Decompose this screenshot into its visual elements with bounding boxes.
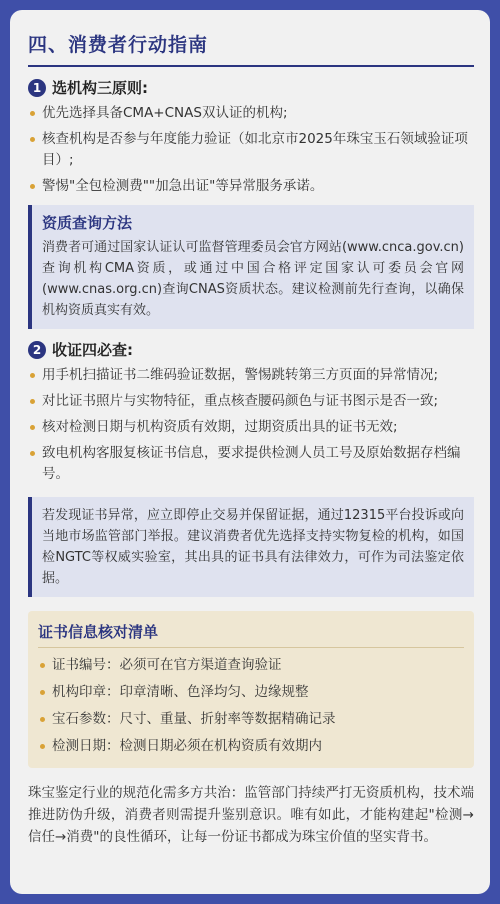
- bullet-dot-icon: [40, 690, 45, 695]
- closing-paragraph: 珠宝鉴定行业的规范化需多方共治：监管部门持续严打无资质机构，技术端推进防伪升级，消费者则需提升鉴别意识。唯有如此，才能构建起"检测→信任→消费"的良性循环，让每一份证书都成为珠宝价值的坚实背书。: [28, 785, 474, 845]
- content-card: [10, 10, 490, 894]
- qualification-title: 资质查询方法: [42, 214, 133, 232]
- step2-heading: [28, 339, 474, 360]
- qualification-text: 消费者可通过国家认证认可监督管理委员会官方网站(www.cnca.gov.cn)查询机构CMA资质，或通过中国合格评定国家认可委员会官网(www.cnas.org.cn)查询CNAS资质状态。建议检测前先行查询，以确保机构资质真实有效。: [42, 240, 464, 318]
- bullet-dot-icon: [40, 663, 45, 668]
- section-title: 四、消费者行动指南: [28, 30, 474, 67]
- list-item: 证书编号：必须可在官方渠道查询验证: [38, 654, 464, 677]
- step1-title: 选机构三原则:: [52, 79, 148, 97]
- checklist-title: 证书信息核对清单: [38, 621, 464, 648]
- bullet-dot-icon: [40, 744, 45, 749]
- list-item: 用手机扫描证书二维码验证数据，警惕跳转第三方页面的异常情况;: [28, 365, 474, 386]
- qualification-query-box: [28, 205, 474, 329]
- bullet-dot-icon: [30, 425, 35, 430]
- list-item: 致电机构客服复核证书信息，要求提供检测人员工号及原始数据存档编号。: [28, 443, 474, 485]
- list-item: 宝石参数：尺寸、重量、折射率等数据精确记录: [38, 708, 464, 731]
- list-item: 对比证书照片与实物特征，重点核查腰码颜色与证书图示是否一致;: [28, 391, 474, 412]
- step-number-badge: 1: [28, 79, 46, 97]
- step1-heading: [28, 77, 474, 98]
- bullet-dot-icon: [30, 373, 35, 378]
- checklist-items: [38, 654, 464, 758]
- bullet-dot-icon: [30, 399, 35, 404]
- step2-title: 收证四必查:: [52, 341, 133, 359]
- list-item: 核对检测日期与机构资质有效期，过期资质出具的证书无效;: [28, 417, 474, 438]
- certificate-checklist: [28, 611, 474, 768]
- list-item: 核查机构是否参与年度能力验证（如北京市2025年珠宝玉石领域验证项目）;: [28, 129, 474, 171]
- bullet-dot-icon: [30, 111, 35, 116]
- list-item: 检测日期：检测日期必须在机构资质有效期内: [38, 735, 464, 758]
- step1-list: [28, 103, 474, 197]
- list-item: 警惕"全包检测费""加急出证"等异常服务承诺。: [28, 176, 474, 197]
- bullet-dot-icon: [30, 451, 35, 456]
- list-item: 机构印章：印章清晰、色泽均匀、边缘规整: [38, 681, 464, 704]
- bullet-dot-icon: [30, 137, 35, 142]
- anomaly-alert-box: 若发现证书异常，应立即停止交易并保留证据，通过12315平台投诉或向当地市场监管部门举报。建议消费者优先选择支持实物复检的机构，如国检NGTC等权威实验室，其出具的证书具有法律效力，可作为司法鉴定依据。: [28, 497, 474, 597]
- step-number-badge: 2: [28, 341, 46, 359]
- bullet-dot-icon: [30, 184, 35, 189]
- bullet-dot-icon: [40, 717, 45, 722]
- list-item: 优先选择具备CMA+CNAS双认证的机构;: [28, 103, 474, 124]
- step2-list: [28, 365, 474, 485]
